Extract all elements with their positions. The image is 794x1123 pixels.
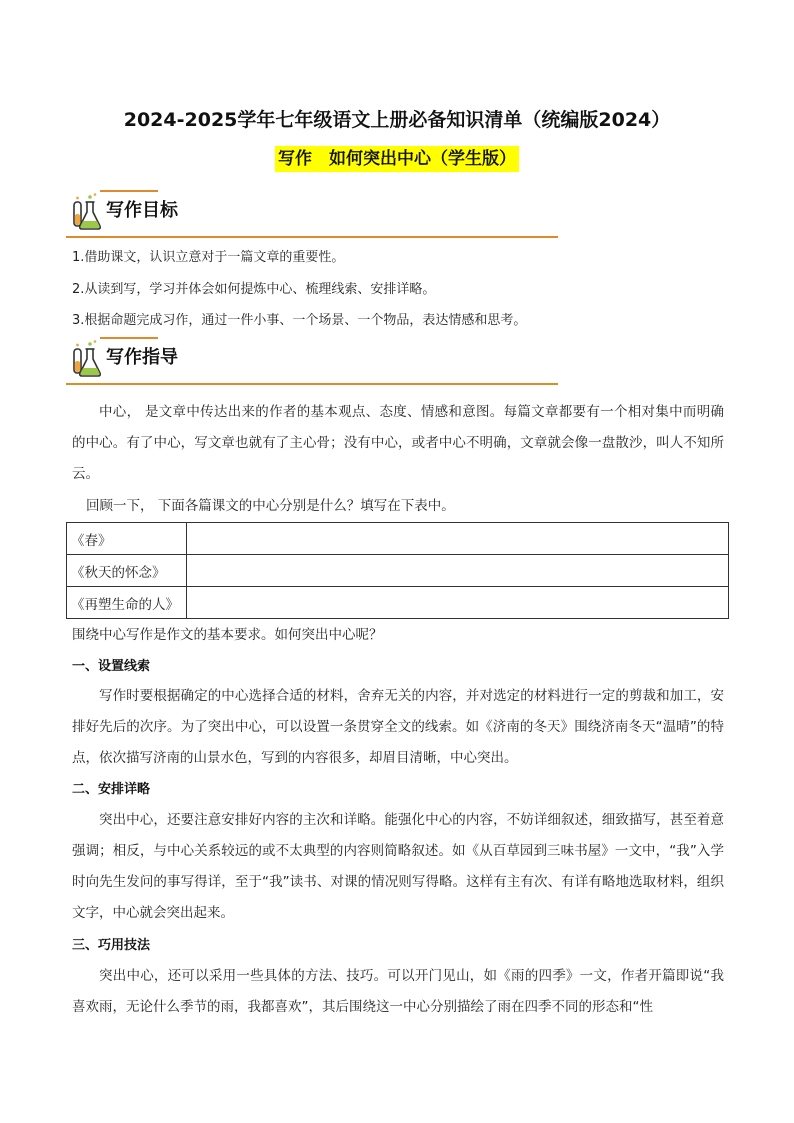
subsection-heading: 一、设置线索 bbox=[72, 659, 151, 674]
subsection-heading: 三、巧用技法 bbox=[72, 938, 151, 953]
answer-cell[interactable] bbox=[187, 555, 729, 587]
section-bottom-line bbox=[66, 383, 558, 385]
table-row bbox=[67, 555, 729, 587]
subsection-heading: 二、安排详略 bbox=[72, 782, 151, 797]
subsection-paragraph: 突出中心，还可以采用一些具体的方法、技巧。可以开门见山，如《雨的四季》一文，作者开篇即说“我喜欢雨，无论什么季节的雨，我都喜欢”，其后围绕这一中心分别描绘了雨在四季不同的形态和“性 bbox=[72, 968, 724, 1015]
intro-paragraph: 中心， 是文章中传达出来的作者的基本观点、态度、情感和意图。每篇文章都要有一个相对集中而明确的中心。有了中心，写文章也就有了主心骨；没有中心，或者中心不明确，文章就会像一盘散沙，叫人不知所云。 bbox=[72, 404, 724, 482]
lesson-title-cell: 《再塑生命的人》 bbox=[67, 587, 187, 619]
section-bottom-line bbox=[66, 236, 558, 238]
goal-item: 1.借助课文，认识立意对于一篇文章的重要性。 bbox=[72, 250, 345, 265]
goal-item: 2.从读到写，学习并体会如何提炼中心、梳理线索、安排详略。 bbox=[72, 282, 436, 297]
section-heading: 写作目标 bbox=[106, 200, 178, 221]
lesson-title-cell: 《秋天的怀念》 bbox=[67, 555, 187, 587]
section-top-line bbox=[100, 190, 158, 192]
table-row bbox=[67, 523, 729, 555]
subsection-paragraph: 写作时要根据确定的中心选择合适的材料，舍弃无关的内容，并对选定的材料进行一定的剪裁和加工，安排好先后的次序。为了突出中心，可以设置一条贯穿全文的线索。如《济南的冬天》围绕济南冬天“温晴”的特点，依次描写济南的山景水色，写到的内容很多，却眉目清晰，中心突出。 bbox=[72, 688, 724, 766]
subtitle-wrap bbox=[0, 146, 794, 172]
section-heading: 写作指导 bbox=[106, 347, 178, 368]
subsection-paragraph: 突出中心，还要注意安排好内容的主次和详略。能强化中心的内容，不妨详细叙述，细致描写，甚至着意强调；相反，与中心关系较远的或不太典型的内容则简略叙述。如《从百草园到三味书屋》一文中，“我”入学时向先生发问的事写得详，至于“我”读书、对课的情况则写得略。这样有主有次、有详有略地选取材料，组织文字，中心就会突出起来。 bbox=[72, 812, 724, 921]
transition-text: 围绕中心写作是作文的基本要求。如何突出中心呢？ bbox=[72, 627, 383, 643]
lab-flask-icon bbox=[70, 192, 104, 232]
section-header-guide bbox=[66, 337, 558, 385]
section-header-goals bbox=[66, 190, 558, 238]
document-subtitle: 写作 如何突出中心（学生版） bbox=[275, 146, 519, 172]
table-question: 回顾一下， 下面各篇课文的中心分别是什么？填写在下表中。 bbox=[86, 498, 455, 514]
document-title: 2024-2025学年七年级语文上册必备知识清单（统编版2024） bbox=[123, 109, 671, 131]
lesson-center-table bbox=[66, 522, 729, 619]
answer-cell[interactable] bbox=[187, 523, 729, 555]
lab-flask-icon bbox=[70, 339, 104, 379]
answer-cell[interactable] bbox=[187, 587, 729, 619]
goal-item: 3.根据命题完成习作，通过一件小事、一个场景、一个物品，表达情感和思考。 bbox=[72, 313, 527, 328]
lesson-title-cell: 《春》 bbox=[67, 523, 187, 555]
table-row bbox=[67, 587, 729, 619]
section-top-line bbox=[100, 337, 158, 339]
